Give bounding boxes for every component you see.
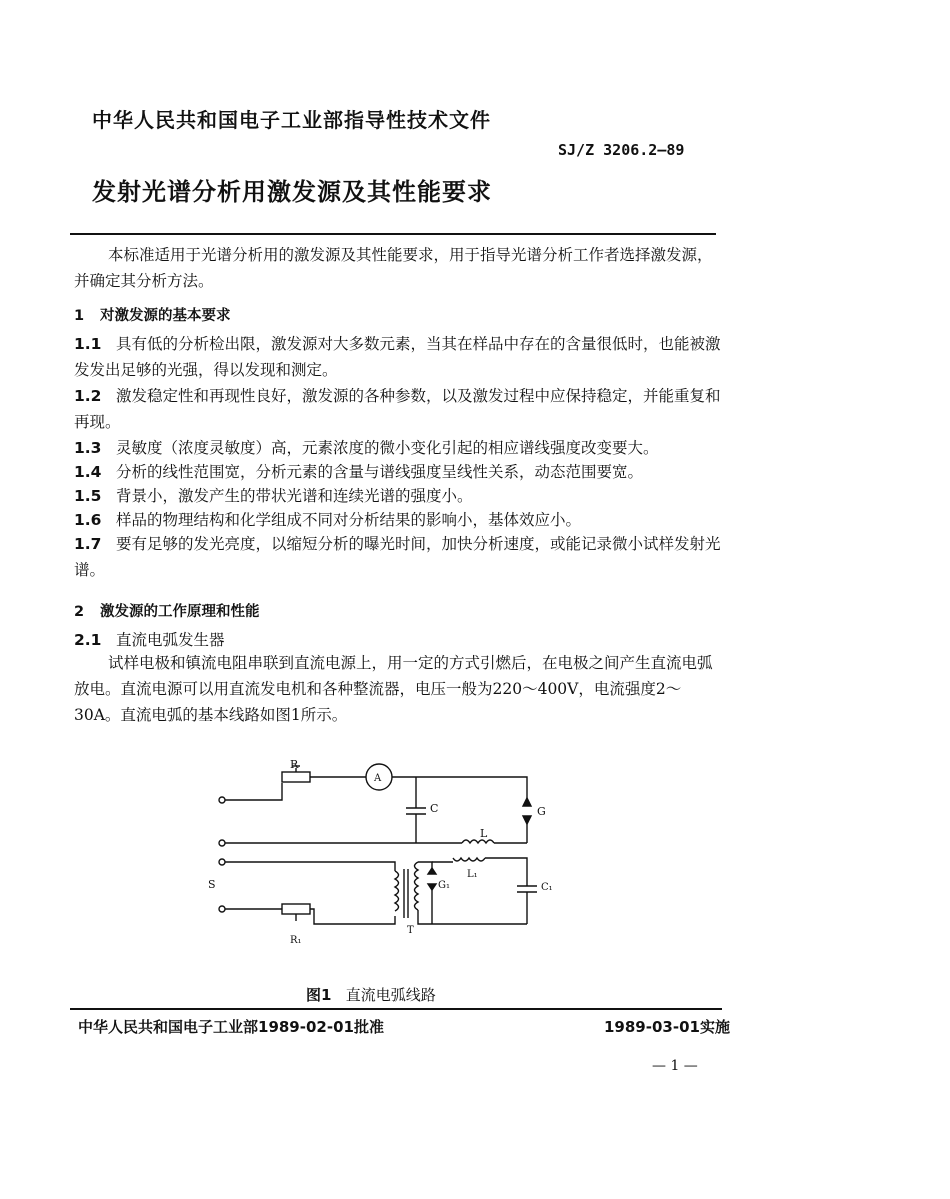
standard-number: SJ/Z 3206.2—89 — [558, 141, 685, 159]
section-number: 2 — [74, 604, 85, 620]
list-item — [74, 435, 724, 461]
transformer-secondary — [415, 862, 419, 910]
section-2-heading — [74, 600, 260, 621]
issuing-authority-header: 中华人民共和国电子工业部指导性技术文件 — [92, 108, 491, 132]
list-item — [74, 507, 724, 533]
item-number: 1.3 — [74, 439, 102, 457]
item-text: 灵敏度（浓度灵敏度）高，元素浓度的微小变化引起的相应谱线强度改变要大。 — [116, 439, 659, 457]
page-number: — 1 — — [652, 1058, 698, 1074]
dc-arc-circuit-diagram — [200, 748, 560, 963]
top-divider — [70, 233, 716, 235]
subsection-number: 2.1 — [74, 631, 102, 649]
item-text: 具有低的分析检出限，激发源对大多数元素，当其在样品中存在的含量很低时，也能被激发发出足够的光强，得以发现和测定。 — [74, 335, 721, 379]
item-text: 要有足够的发光亮度，以缩短分析的曝光时间，加快分析速度，或能记录微小试样发射光谱。 — [74, 535, 721, 579]
label-c1: C₁ — [541, 882, 553, 893]
item-number: 1.4 — [74, 463, 102, 481]
label-g1: G₁ — [438, 880, 450, 891]
input-terminal — [219, 797, 225, 803]
input-terminal — [219, 859, 225, 865]
label-r: R — [290, 758, 299, 771]
label-l1: L₁ — [467, 869, 478, 880]
label-c: C — [430, 802, 439, 815]
transformer-primary — [395, 871, 399, 911]
figure-number: 图1 — [306, 986, 332, 1004]
label-l: L — [480, 827, 488, 840]
label-r1: R₁ — [290, 935, 302, 946]
effective-date: 1989-03-01实施 — [604, 1018, 730, 1036]
input-terminal — [219, 906, 225, 912]
label-g: G — [537, 805, 546, 818]
label-s: S — [208, 878, 216, 891]
bottom-divider — [70, 1008, 722, 1010]
item-text: 背景小，激发产生的带状光谱和连续光谱的强度小。 — [116, 487, 473, 505]
item-number: 1.2 — [74, 387, 102, 405]
item-number: 1.1 — [74, 335, 102, 353]
inductor-l1 — [453, 858, 485, 861]
list-item — [74, 531, 724, 583]
subsection-title: 直流电弧发生器 — [116, 631, 225, 649]
section-title: 激发源的工作原理和性能 — [100, 604, 260, 620]
resistor-r1 — [282, 904, 310, 914]
input-terminal — [219, 840, 225, 846]
figure-title: 直流电弧线路 — [345, 986, 436, 1004]
inductor-l — [462, 840, 494, 843]
item-text: 激发稳定性和再现性良好，激发源的各种参数，以及激发过程中应保持稳定，并能重复和再现。 — [74, 387, 721, 431]
item-text: 样品的物理结构和化学组成不同对分析结果的影响小，基体效应小。 — [116, 511, 582, 529]
item-text: 分析的线性范围宽，分析元素的含量与谱线强度呈线性关系，动态范围要宽。 — [116, 463, 644, 481]
list-item — [74, 331, 724, 383]
approval-note: 中华人民共和国电子工业部1989-02-01批准 — [78, 1018, 384, 1036]
intro-paragraph: 本标准适用于光谱分析用的激发源及其性能要求，用于指导光谱分析工作者选择激发源，并确定其分析方法。 — [74, 246, 713, 290]
subsection-2-1-heading — [74, 628, 225, 650]
section-number: 1 — [74, 308, 85, 324]
section-1-heading — [74, 304, 231, 325]
document-title: 发射光谱分析用激发源及其性能要求 — [92, 178, 492, 206]
label-a: A — [374, 773, 382, 784]
item-number: 1.5 — [74, 487, 102, 505]
figure-caption — [306, 984, 436, 1005]
list-item — [74, 483, 724, 509]
resistor-r — [282, 772, 310, 782]
label-t: T — [407, 925, 414, 936]
item-number: 1.6 — [74, 511, 102, 529]
dc-arc-paragraph: 试样电极和镇流电阻串联到直流电源上，用一定的方式引燃后，在电极之间产生直流电弧放电。直流电源可以用直流发电机和各种整流器，电压一般为220～400V，电流强度2～30A。直流电弧的基本线路如图1所示。 — [74, 654, 713, 724]
list-item — [74, 383, 724, 435]
list-item — [74, 459, 724, 485]
section-title: 对激发源的基本要求 — [100, 308, 231, 324]
item-number: 1.7 — [74, 535, 102, 553]
